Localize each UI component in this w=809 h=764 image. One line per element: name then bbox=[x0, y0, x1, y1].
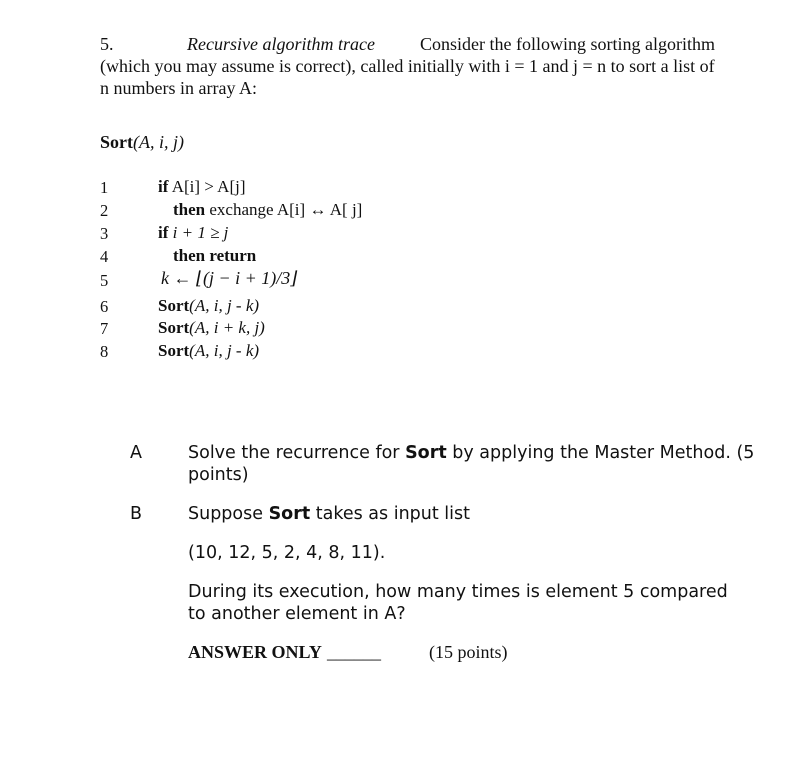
intro-line-1: Consider the following sorting algorithm bbox=[420, 34, 715, 54]
code-line-6: Sort(A, i, j - k) bbox=[158, 296, 260, 315]
line-number: 3 bbox=[100, 224, 109, 243]
part-b-question-line-1: During its execution, how many times is element 5 compared bbox=[188, 582, 728, 602]
intro-line-2: (which you may assume is correct), called initially with i = 1 and j = n to sort a list of bbox=[100, 56, 715, 76]
code-line-5: k ← ⌊(j − i + 1)/3⌋ bbox=[161, 268, 298, 288]
code-line-4: then return bbox=[173, 246, 257, 265]
part-b-label: B bbox=[130, 504, 143, 524]
code-line-7: Sort(A, i + k, j) bbox=[158, 318, 265, 337]
code-line-3: if i + 1 ≥ j bbox=[158, 223, 229, 242]
code-line-1: if A[i] > A[j] bbox=[158, 177, 246, 196]
code-line-8: Sort(A, i, j - k) bbox=[158, 341, 260, 360]
answer-blank[interactable]: ______ bbox=[327, 642, 381, 662]
algorithm-signature bbox=[100, 132, 184, 153]
answer-label: ANSWER ONLY bbox=[188, 642, 322, 662]
part-b-question-line-2: to another element in A? bbox=[188, 604, 406, 624]
intro-line-3: n numbers in array A: bbox=[100, 78, 257, 98]
line-number: 8 bbox=[100, 342, 109, 361]
line-number: 2 bbox=[100, 201, 109, 220]
signature-name: Sort bbox=[100, 132, 133, 152]
line-number: 7 bbox=[100, 319, 109, 338]
line-number: 1 bbox=[100, 178, 109, 197]
part-a-line-2: points) bbox=[188, 465, 249, 485]
line-number: 4 bbox=[100, 247, 109, 266]
line-number: 6 bbox=[100, 297, 109, 316]
line-number: 5 bbox=[100, 271, 109, 290]
input-list: (10, 12, 5, 2, 4, 8, 11). bbox=[188, 543, 386, 563]
part-b-line-1: Suppose Sort takes as input list bbox=[188, 504, 470, 524]
code-line-2: then exchange A[i] ↔ A[ j] bbox=[173, 200, 363, 219]
signature-args: (A, i, j) bbox=[133, 132, 184, 152]
question-number: 5. bbox=[100, 34, 114, 54]
part-a-line-1: Solve the recurrence for Sort by applying the Master Method. (5 bbox=[188, 443, 755, 463]
question-topic: Recursive algorithm trace bbox=[187, 34, 375, 54]
part-b-points: (15 points) bbox=[429, 642, 508, 662]
part-a-label: A bbox=[130, 443, 142, 463]
